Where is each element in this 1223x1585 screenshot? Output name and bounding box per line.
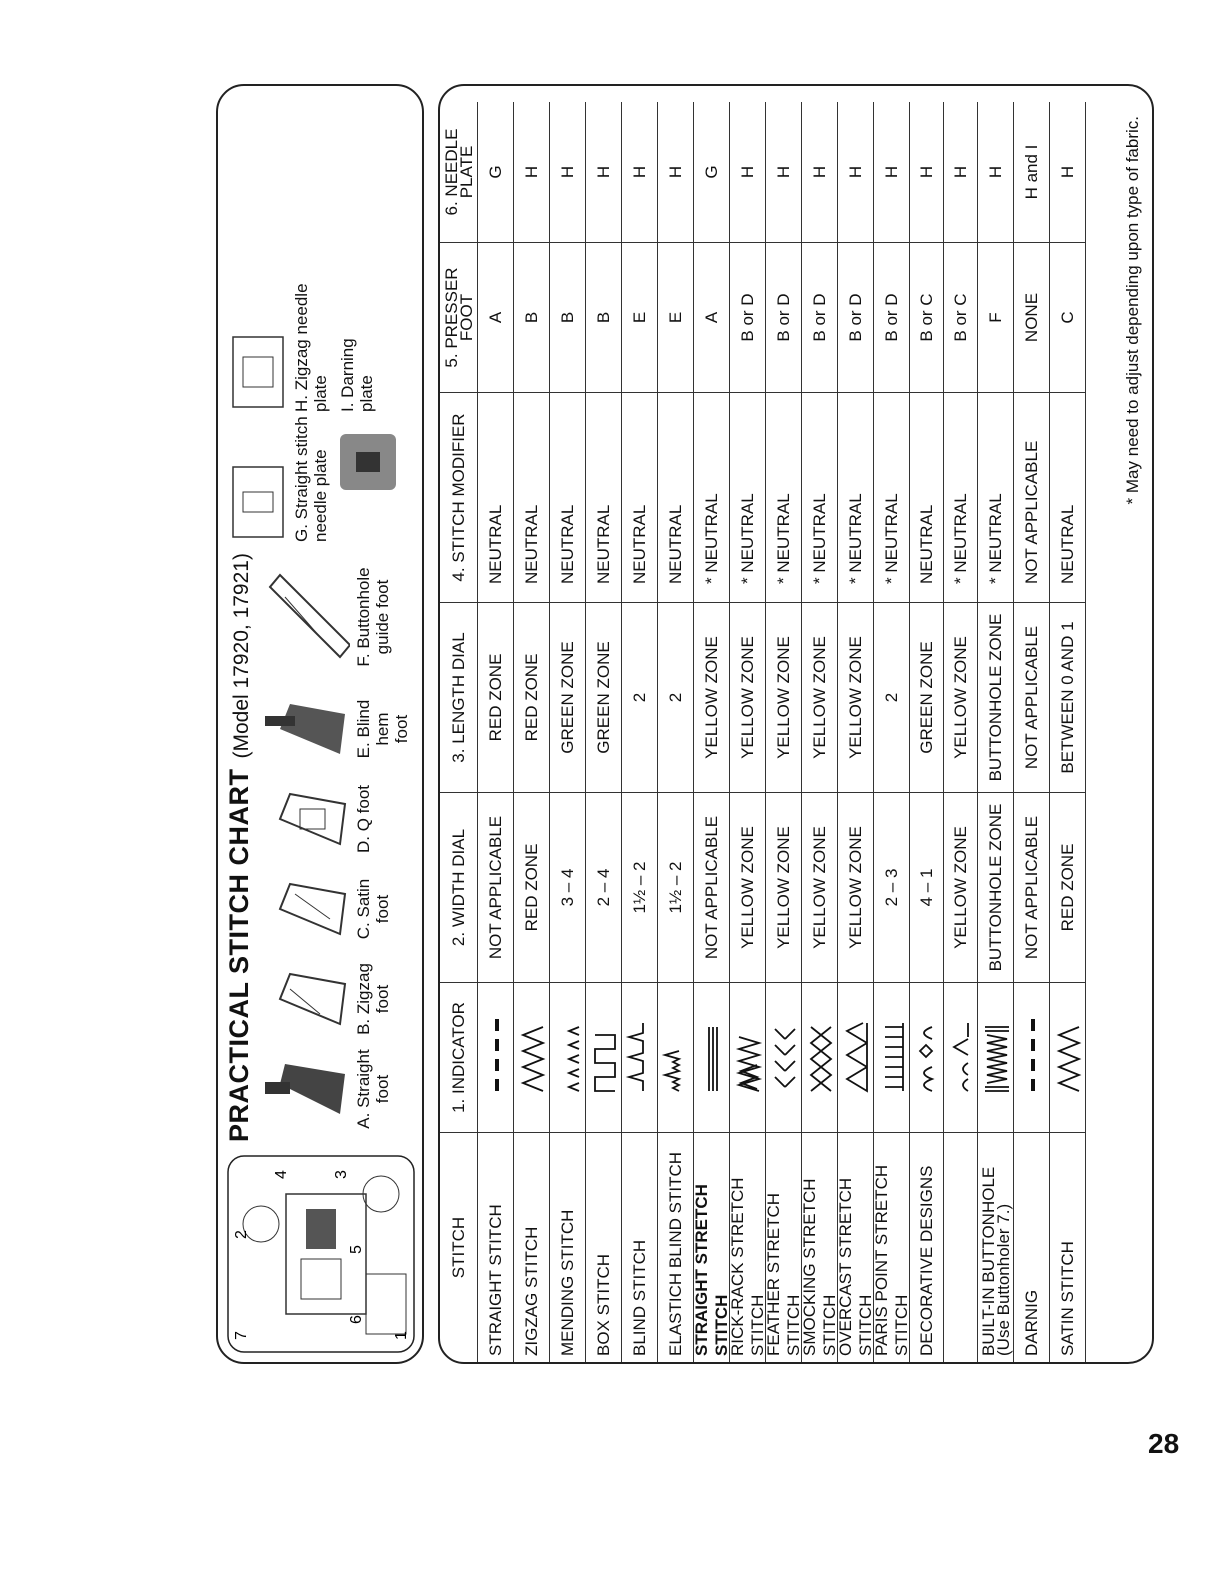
rotated-chart-page — [216, 84, 1156, 1364]
indicator-cell — [622, 982, 658, 1132]
zigzag-needle-plate-icon — [228, 332, 288, 412]
foot-e — [260, 684, 411, 774]
presser-foot-cell: C — [1050, 242, 1086, 392]
stitch-pattern-icon — [910, 1018, 944, 1098]
blind-hem-foot-icon — [260, 694, 350, 764]
stitch-name: SMOCKING STRETCH STITCH — [799, 1178, 839, 1356]
length-cell: NOT APPLICABLE — [1014, 602, 1050, 792]
width-cell: YELLOW ZONE — [730, 792, 766, 982]
plate-h-letter: H. — [292, 395, 311, 412]
needle-plate-cell: G — [478, 102, 514, 242]
presser-foot-cell: F — [978, 242, 1014, 392]
presser-foot-cell: E — [622, 242, 658, 392]
stitch-pattern-icon — [839, 1018, 873, 1098]
foot-a-letter: A. — [354, 1112, 373, 1129]
stitch-pattern-icon — [623, 1018, 657, 1098]
needle-plate-cell: H — [514, 102, 550, 242]
chart-title-row — [224, 553, 264, 1142]
stitch-name: STRAIGHT STRETCH STITCH — [691, 1184, 731, 1356]
header-modifier: 4. STITCH MODIFIER — [440, 392, 478, 602]
presser-foot-cell: A — [694, 242, 730, 392]
modifier-cell: * NEUTRAL — [694, 392, 730, 602]
stitch-name-cell — [727, 1132, 767, 1362]
plate-h — [228, 283, 330, 412]
needle-plate-cell: H — [1050, 102, 1086, 242]
sewing-machine-diagram — [226, 1154, 416, 1354]
header-width: 2. WIDTH DIAL — [440, 792, 478, 982]
needle-plate-cell: H — [586, 102, 622, 242]
stitch-name-cell — [835, 1132, 875, 1362]
modifier-cell: NEUTRAL — [586, 392, 622, 602]
header-panel — [216, 84, 424, 1364]
stitch-name-cell — [910, 1132, 944, 1362]
stitch-name-cell — [586, 1132, 622, 1362]
stitch-pattern-icon — [695, 1018, 729, 1098]
stitch-name: STRAIGHT STITCH — [485, 1204, 505, 1356]
length-cell: GREEN ZONE — [586, 602, 622, 792]
presser-foot-cell: B — [586, 242, 622, 392]
foot-c-name: Satin — [354, 878, 373, 918]
foot-a-name: Straight — [354, 1049, 373, 1108]
modifier-cell: * NEUTRAL — [944, 392, 978, 602]
stitch-pattern-path — [811, 1028, 831, 1092]
foot-b-name: Zigzag — [354, 963, 373, 1015]
footnote: * May need to adjust depending upon type of fabric. — [1123, 116, 1142, 505]
stitch-pattern-icon — [979, 1018, 1013, 1098]
plate-g-name2: needle plate — [311, 449, 330, 542]
width-cell: YELLOW ZONE — [838, 792, 874, 982]
modifier-cell: * NEUTRAL — [838, 392, 874, 602]
stitch-pattern-path — [629, 1024, 643, 1092]
foot-a-name2: foot — [373, 1074, 392, 1104]
modifier-cell: NOT APPLICABLE — [1014, 392, 1050, 602]
stitch-pattern-icon — [659, 1018, 693, 1098]
stitch-name-cell — [622, 1132, 658, 1362]
width-cell: BUTTONHOLE ZONE — [978, 792, 1014, 982]
stitch-pattern-path — [885, 1024, 903, 1092]
foot-e-name2: foot — [392, 714, 411, 744]
width-cell: 3 – 4 — [550, 792, 586, 982]
plate-i-letter: I. — [338, 402, 357, 412]
indicator-cell — [978, 982, 1014, 1132]
width-cell: RED ZONE — [1050, 792, 1086, 982]
modifier-cell: NEUTRAL — [514, 392, 550, 602]
width-cell: 2 – 3 — [874, 792, 910, 982]
length-cell: BUTTONHOLE ZONE — [978, 602, 1014, 792]
stitch-name: ZIGZAG STITCH — [521, 1226, 541, 1356]
length-cell: GREEN ZONE — [550, 602, 586, 792]
foot-f-name2: guide foot — [373, 579, 392, 655]
length-cell: YELLOW ZONE — [766, 602, 802, 792]
indicator-cell — [586, 982, 622, 1132]
foot-a — [260, 1044, 392, 1134]
header-length: 3. LENGTH DIAL — [440, 602, 478, 792]
indicator-cell — [1050, 982, 1086, 1132]
stitch-pattern-path — [954, 1024, 968, 1092]
foot-e-letter: E. — [354, 742, 373, 759]
indicator-cell — [802, 982, 838, 1132]
needle-plate-cell: H — [838, 102, 874, 242]
straight-foot-icon — [260, 1054, 350, 1124]
stitch-name-cell — [799, 1132, 839, 1362]
stitch-pattern-icon — [731, 1018, 765, 1098]
indicator-cell — [658, 982, 694, 1132]
stitch-name-cell — [1050, 1132, 1086, 1362]
stitch-pattern-icon — [551, 1018, 585, 1098]
foot-f-name: Buttonhole — [354, 567, 373, 649]
stitch-name: DECORATIVE DESIGNS — [916, 1165, 936, 1356]
needle-plate-cell: H — [550, 102, 586, 242]
presser-foot-cell: B or D — [874, 242, 910, 392]
needle-plate-cell: H — [730, 102, 766, 242]
stitch-chart-grid — [440, 86, 1086, 1362]
width-cell: NOT APPLICABLE — [1014, 792, 1050, 982]
indicator-cell — [514, 982, 550, 1132]
width-cell: 2 – 4 — [586, 792, 622, 982]
foot-c-letter: C. — [354, 922, 373, 940]
width-cell: 1½ – 2 — [622, 792, 658, 982]
header-presser-foot: 5. PRESSER FOOT — [440, 242, 478, 392]
stitch-pattern-path — [775, 1030, 795, 1088]
foot-b-name2: foot — [373, 984, 392, 1014]
needle-plate-cell: H — [802, 102, 838, 242]
presser-foot-cell: B or C — [944, 242, 978, 392]
length-cell: 2 — [622, 602, 658, 792]
indicator-cell — [944, 982, 978, 1132]
width-cell: NOT APPLICABLE — [694, 792, 730, 982]
stitch-pattern-path — [847, 1024, 867, 1092]
stitch-pattern-path — [1059, 1028, 1079, 1092]
length-cell: YELLOW ZONE — [802, 602, 838, 792]
stitch-name: ELASTICH BLIND STITCH — [665, 1151, 685, 1356]
stitch-pattern-icon — [479, 1018, 513, 1098]
foot-f-letter: F. — [354, 653, 373, 667]
stitch-name-cell — [1014, 1132, 1050, 1362]
stitch-name-cell — [944, 1132, 978, 1362]
indicator-cell — [1014, 982, 1050, 1132]
width-cell: 1½ – 2 — [658, 792, 694, 982]
needle-plate-cell: H — [874, 102, 910, 242]
foot-c-name2: foot — [373, 894, 392, 924]
presser-foot-cell: B — [550, 242, 586, 392]
foot-b-letter: B. — [354, 1018, 373, 1035]
width-cell: NOT APPLICABLE — [478, 792, 514, 982]
buttonhole-guide-foot-icon — [260, 567, 350, 667]
svg-text:5: 5 — [348, 1245, 365, 1254]
plate-g-letter: G. — [292, 524, 311, 542]
page-number: 28 — [1148, 1428, 1180, 1459]
stitch-name-cell — [871, 1132, 911, 1362]
length-cell: 2 — [874, 602, 910, 792]
svg-text:4: 4 — [273, 1170, 290, 1179]
presser-foot-cell: E — [658, 242, 694, 392]
stitch-pattern-path — [985, 1028, 1009, 1092]
q-foot-icon — [260, 784, 350, 854]
stitch-name-cell — [691, 1132, 731, 1362]
presser-foot-cell: NONE — [1014, 242, 1050, 392]
stitch-pattern-path — [665, 1052, 679, 1092]
needle-plate-cell: H — [944, 102, 978, 242]
stitch-name: PARIS POINT STRETCH STITCH — [871, 1164, 911, 1356]
stitch-name: BOX STITCH — [593, 1253, 613, 1356]
needle-plate-cell: H — [978, 102, 1014, 242]
stitch-pattern-icon — [875, 1018, 909, 1098]
satin-foot-icon — [260, 874, 350, 944]
indicator-cell — [838, 982, 874, 1132]
width-cell: 4 – 1 — [910, 792, 944, 982]
stitch-name: OVERCAST STRETCH STITCH — [835, 1177, 875, 1356]
stitch-name: FEATHER STRETCH STITCH — [763, 1192, 803, 1356]
modifier-cell: NEUTRAL — [910, 392, 944, 602]
length-cell: YELLOW ZONE — [730, 602, 766, 792]
svg-text:7: 7 — [233, 1331, 250, 1340]
needle-plate-cell: H and I — [1014, 102, 1050, 242]
width-cell: RED ZONE — [514, 792, 550, 982]
modifier-cell: NEUTRAL — [658, 392, 694, 602]
stitch-name-cell — [514, 1132, 550, 1362]
indicator-cell — [694, 982, 730, 1132]
foot-f — [260, 562, 392, 672]
stitch-name-note: (Use Buttonholer 7.) — [993, 1203, 1013, 1356]
length-cell: YELLOW ZONE — [694, 602, 730, 792]
foot-b — [260, 954, 392, 1044]
plate-i-name: Darning — [338, 338, 357, 398]
stitch-pattern-path — [523, 1028, 543, 1092]
length-cell: YELLOW ZONE — [838, 602, 874, 792]
presser-foot-cell: B or D — [730, 242, 766, 392]
plate-g — [228, 416, 330, 542]
darning-plate-icon — [338, 432, 398, 492]
needle-plate-cell: H — [622, 102, 658, 242]
header-needle-plate: 6. NEEDLE PLATE — [440, 102, 478, 242]
needle-plate-cell: H — [658, 102, 694, 242]
header-indicator: 1. INDICATOR — [440, 982, 478, 1132]
plate-i-name2: plate — [357, 375, 376, 412]
modifier-cell: * NEUTRAL — [802, 392, 838, 602]
presser-foot-cell: B or D — [766, 242, 802, 392]
needle-plate-cell: H — [766, 102, 802, 242]
stitch-name: SATIN STITCH — [1057, 1241, 1077, 1356]
indicator-cell — [874, 982, 910, 1132]
stitch-pattern-path — [920, 1028, 932, 1092]
modifier-cell: * NEUTRAL — [766, 392, 802, 602]
stitch-chart-table — [438, 84, 1154, 1364]
stitch-name-cell — [550, 1132, 586, 1362]
indicator-cell — [730, 982, 766, 1132]
stitch-pattern-path — [569, 1028, 579, 1092]
length-cell: RED ZONE — [478, 602, 514, 792]
stitch-name: MENDING STITCH — [557, 1209, 577, 1356]
stitch-name: BUILT-IN BUTTONHOLE — [978, 1166, 998, 1356]
length-cell: BETWEEN 0 AND 1 — [1050, 602, 1086, 792]
stitch-pattern-icon — [803, 1018, 837, 1098]
stitch-pattern-path — [595, 1036, 615, 1092]
stitch-pattern-icon — [1051, 1018, 1085, 1098]
width-cell: YELLOW ZONE — [944, 792, 978, 982]
presser-foot-cell: B or D — [802, 242, 838, 392]
stitch-pattern-path — [739, 1038, 759, 1092]
modifier-cell: * NEUTRAL — [978, 392, 1014, 602]
width-cell: YELLOW ZONE — [802, 792, 838, 982]
foot-e-name: Blind hem — [354, 699, 392, 746]
needle-plate-cell: H — [910, 102, 944, 242]
presser-foot-cell: B — [514, 242, 550, 392]
model-number: (Model 17920, 17921) — [230, 553, 253, 759]
modifier-cell: NEUTRAL — [550, 392, 586, 602]
length-cell: RED ZONE — [514, 602, 550, 792]
plate-h-name: Zigzag needle — [292, 283, 311, 391]
presser-foot-cell: B or D — [838, 242, 874, 392]
stitch-pattern-icon — [944, 1018, 978, 1098]
zigzag-foot-icon — [260, 964, 350, 1034]
length-cell: YELLOW ZONE — [944, 602, 978, 792]
stitch-pattern-icon — [767, 1018, 801, 1098]
svg-text:1: 1 — [393, 1331, 410, 1340]
indicator-cell — [550, 982, 586, 1132]
plate-i — [338, 338, 376, 412]
indicator-cell — [766, 982, 802, 1132]
plate-h-name2: plate — [311, 375, 330, 412]
svg-text:6: 6 — [348, 1315, 365, 1324]
stitch-pattern-icon — [1015, 1018, 1049, 1098]
modifier-cell: * NEUTRAL — [874, 392, 910, 602]
stitch-name-cell — [478, 1132, 514, 1362]
chart-title: PRACTICAL STITCH CHART — [224, 768, 254, 1142]
plate-g-name: Straight stitch — [292, 416, 311, 520]
foot-c — [260, 864, 392, 954]
stitch-name-cell — [978, 1132, 1014, 1362]
presser-foot-cell: B or C — [910, 242, 944, 392]
indicator-cell — [478, 982, 514, 1132]
header-stitch: STITCH — [440, 1132, 478, 1362]
width-cell: YELLOW ZONE — [766, 792, 802, 982]
modifier-cell: NEUTRAL — [622, 392, 658, 602]
stitch-name-cell — [658, 1132, 694, 1362]
svg-text:2: 2 — [233, 1230, 250, 1239]
modifier-cell: NEUTRAL — [1050, 392, 1086, 602]
stitch-name: DARNIG — [1021, 1289, 1041, 1356]
stitch-name: RICK-RACK STRETCH STITCH — [727, 1177, 767, 1356]
length-cell: GREEN ZONE — [910, 602, 944, 792]
stitch-name: BLIND STITCH — [629, 1239, 649, 1356]
stitch-pattern-icon — [515, 1018, 549, 1098]
stitch-pattern-icon — [587, 1018, 621, 1098]
modifier-cell: * NEUTRAL — [730, 392, 766, 602]
needle-plate-cell: G — [694, 102, 730, 242]
stitch-pattern-path — [709, 1028, 717, 1092]
svg-text:3: 3 — [333, 1170, 350, 1179]
presser-foot-cell: A — [478, 242, 514, 392]
foot-d-name: Q foot — [354, 784, 373, 832]
length-cell: 2 — [658, 602, 694, 792]
foot-d — [260, 774, 373, 864]
modifier-cell: NEUTRAL — [478, 392, 514, 602]
foot-d-letter: D. — [354, 836, 373, 854]
straight-stitch-plate-icon — [228, 462, 288, 542]
indicator-cell — [910, 982, 944, 1132]
stitch-name-cell — [763, 1132, 803, 1362]
